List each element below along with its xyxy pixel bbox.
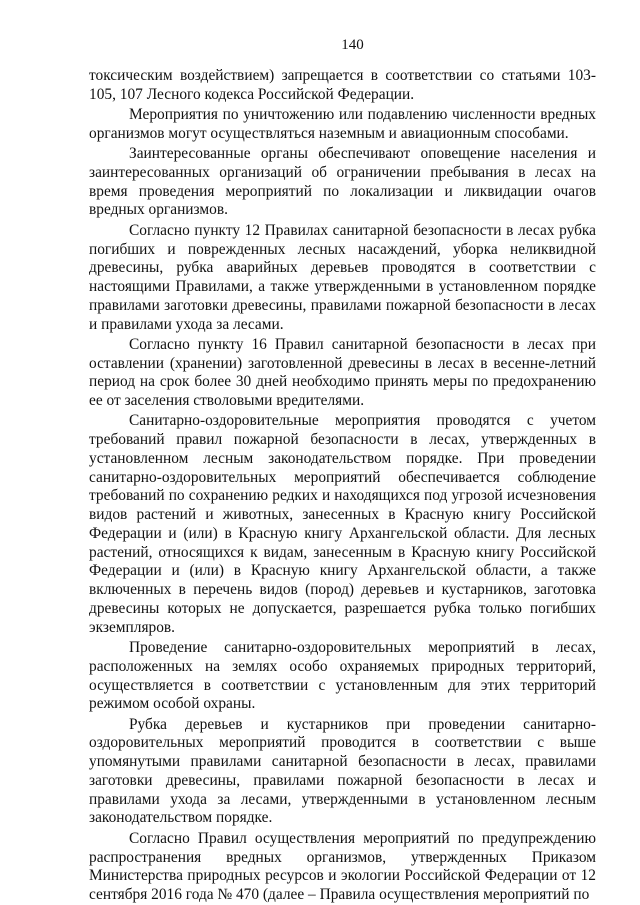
- paragraph: Проведение санитарно-оздоровительных мероприятий в лесах, расположенных на землях особо охраняемых природных территорий, осуществляется в соответствии с установленным для этих территорий режимом особой охраны.: [89, 639, 596, 713]
- paragraph: Согласно Правил осуществления мероприятий по предупреждению распространения вредных организмов, утвержденных Приказом Министерства природных ресурсов и экологии Российской Федерации от 12 сентября 2016 года № 470 (далее – Правила осуществления мероприятий по: [89, 829, 596, 903]
- body-text: [89, 67, 596, 905]
- paragraph: Заинтересованные органы обеспечивают оповещение населения и заинтересованных организаций об ограничении пребывания в лесах на время проведения мероприятий по локализации и ликвидации очагов вредных организмов.: [89, 145, 596, 219]
- paragraph: Мероприятия по уничтожению или подавлению численности вредных организмов могут осуществляться наземным и авиационным способами.: [89, 106, 596, 142]
- paragraph: токсическим воздействием) запрещается в соответствии со статьями 103-105, 107 Лесного кодекса Российской Федерации.: [89, 67, 596, 103]
- paragraph: Согласно пункту 16 Правил санитарной безопасности в лесах при оставлении (хранении) заготовленной древесины в лесах в весенне-летний период на срок более 30 дней необходимо принять меры по предохранению ее от заселения стволовыми вредителями.: [89, 335, 596, 410]
- paragraph: Согласно пункту 12 Правилах санитарной безопасности в лесах рубка погибших и поврежденных лесных насаждений, уборка неликвидной древесины, рубка аварийных деревьев проводятся в соответствии с настоящими Правилами, а также утвержденными в установленном порядке правилами заготовки древесины, правилами пожарной безопасности в лесах и правилами ухода за лесами.: [89, 221, 596, 333]
- paragraph: Рубка деревьев и кустарников при проведении санитарно-оздоровительных мероприятий проводится в соответствии с выше упомянутыми правилами санитарной безопасности в лесах, правилами заготовки древесины, правилами пожарной безопасности в лесах и правилами ухода за лесами, утвержденными в установленном лесным законодательством порядке.: [89, 715, 596, 827]
- paragraph: Санитарно-оздоровительные мероприятия проводятся с учетом требований правил пожарной безопасности в лесах, утвержденных в установленном лесным законодательством порядке. При проведении санитарно-оздоровительных мероприятий обеспечивается соблюдение требований по сохранению редких и находящихся под угрозой исчезновения видов растений и животных, занесенных в Красную книгу Российской Федерации и (или) в Красную книгу Архангельской области. Для лесных растений, относящихся к видам, занесенным в Красную книгу Российской Федерации и (или) в Красную книгу Архангельской области, а также включенных в перечень видов (пород) деревьев и кустарников, заготовка древесины которых не допускается, разрешается рубка только погибших экземпляров.: [89, 412, 596, 636]
- page-number: 140: [341, 37, 364, 53]
